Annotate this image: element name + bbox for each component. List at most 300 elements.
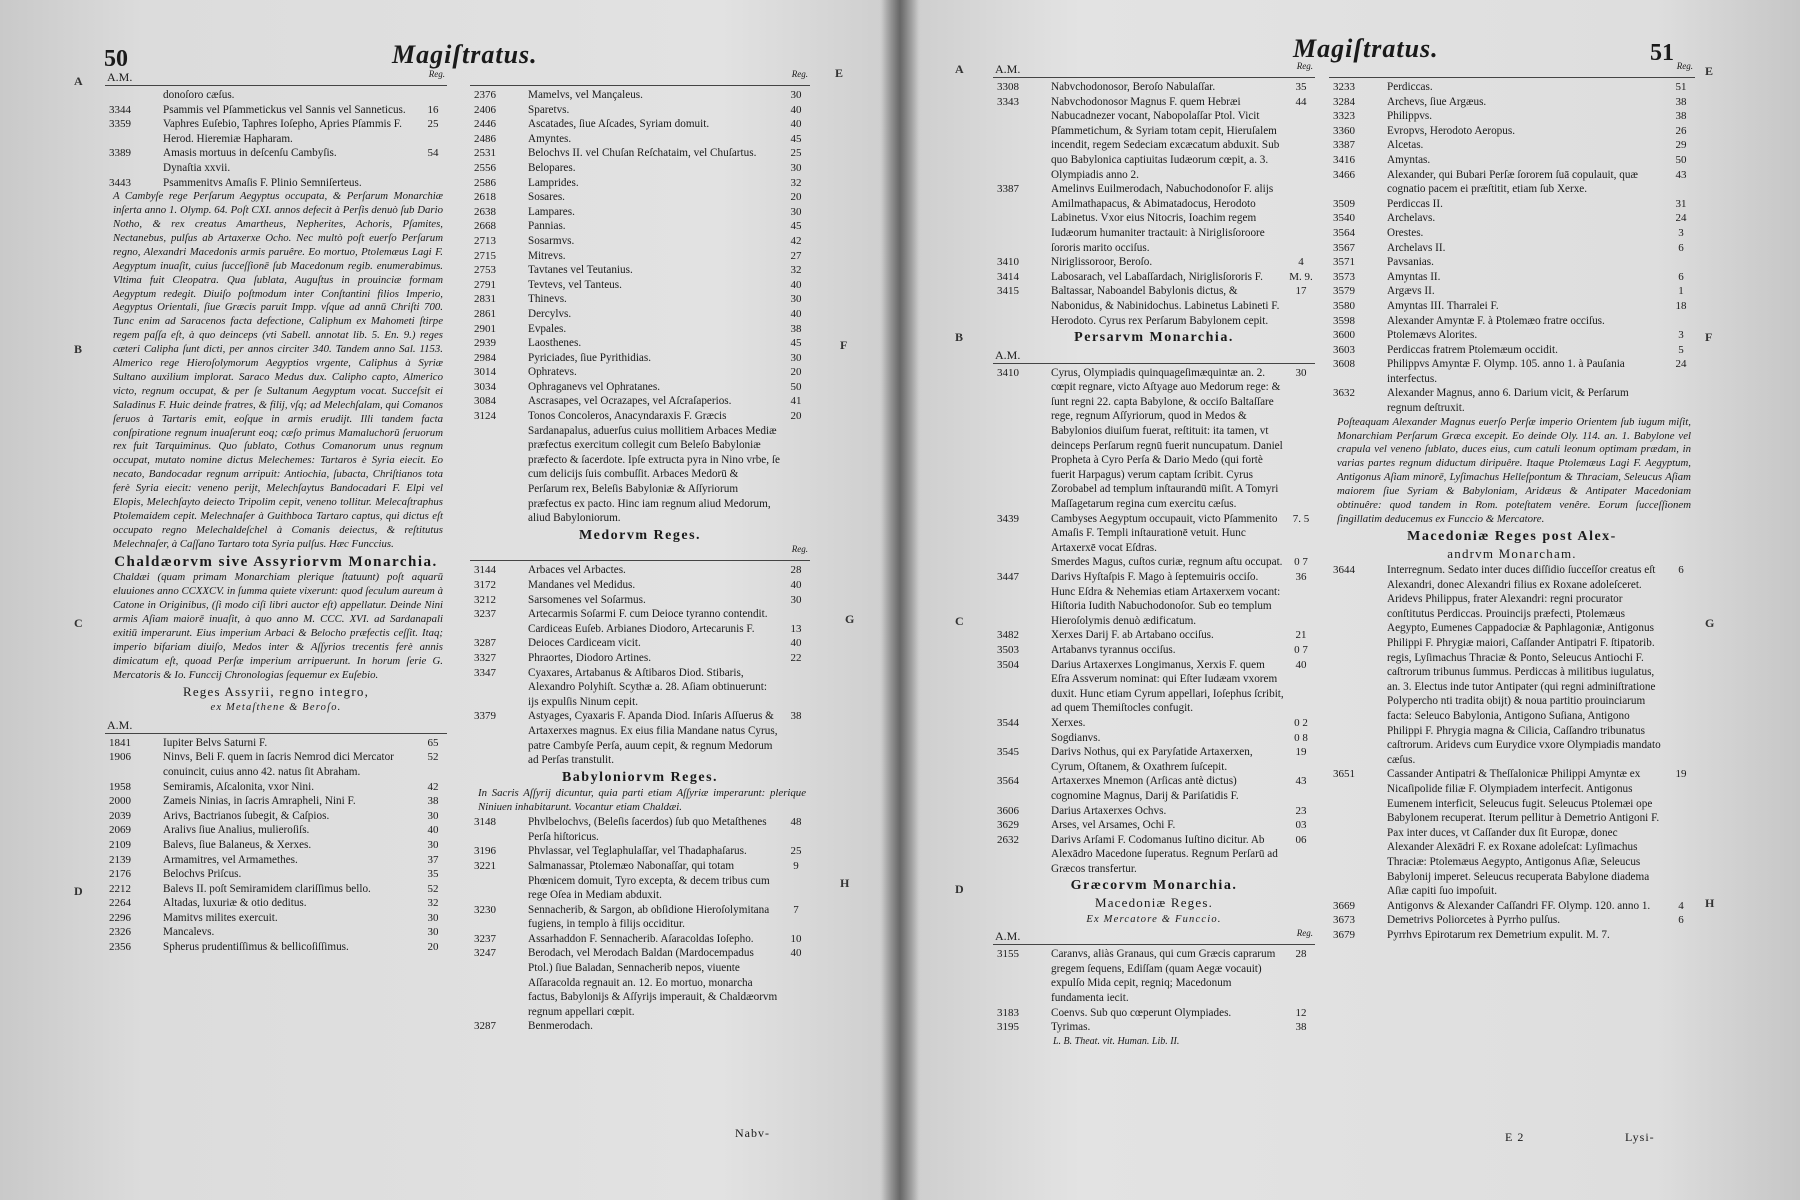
table-row (470, 322, 810, 337)
section-title: Medorvm Reges. (578, 527, 702, 543)
entry-list (1329, 563, 1695, 942)
table-row (470, 409, 810, 526)
entry-text: Arivs, Bactrianos ſubegit, & Caſpios. (163, 809, 330, 822)
reign-cell: 30 (790, 293, 802, 306)
entry-text: Coenvs. Sub quo cœperunt Olympiades. (1051, 1006, 1232, 1019)
year-cell: 3564 (997, 775, 1019, 788)
year-cell: 2861 (474, 307, 496, 320)
entry-text: Caranvs, aliàs Granaus, qui cum Græcis caprarum gregem ſequens, Ediſſam (quam Aegæ vocauit) expulſo Mida cepit, regniq; Macedonum fundamenta iecit. (1051, 948, 1276, 1005)
year-cell: 2000 (109, 795, 131, 808)
year-cell: 3144 (474, 564, 496, 577)
reign-cell: 6 (1678, 270, 1684, 283)
reign-cell: 25 (790, 147, 802, 160)
reign-cell: 31 (1675, 197, 1687, 210)
year-cell: 2326 (109, 926, 131, 939)
reign-cell: 30 (427, 809, 439, 822)
entry-text: Perdiccas fratrem Ptolemæum occidit. (1387, 343, 1558, 356)
year-cell: 3651 (1333, 768, 1355, 781)
subsection-subtitle: Ex Mercatore & Funccio. (1086, 913, 1222, 925)
year-cell: 3247 (474, 947, 496, 960)
table-row (470, 132, 810, 147)
entry-text: Ophraganevs vel Ophratanes. (528, 380, 661, 393)
entry-text: Sarsomenes vel Soſarmus. (528, 593, 646, 606)
entry-text: Armamitres, vel Armamethes. (163, 853, 298, 866)
entry-text: Belopares. (528, 161, 576, 174)
entry-text: Niriglissoroor, Beroſo. (1051, 256, 1153, 269)
table-row (1329, 563, 1695, 767)
entry-text: Darius Artaxerxes Ochvs. (1051, 804, 1167, 817)
reign-cell: 45 (790, 132, 802, 145)
reign-cell: 50 (790, 380, 802, 393)
year-cell: 3603 (1333, 343, 1355, 356)
reign-cell: 38 (1675, 95, 1687, 108)
reign-cell: 45 (790, 220, 802, 233)
year-cell: 3287 (474, 1020, 496, 1033)
entry-text: Darivs Nothus, qui ex Paryſatide Artaxerxen, Cyrum, Oſtanem, & Oxathrem ſuſcepit. (1051, 746, 1253, 773)
entry-text: Berodach, vel Merodach Baldan (Mardocempadus Ptol.) ſiue Baladan, Sennacherib nepos, viuente Aſſaracolda regnauit an. 12. Eo mortuo, monarcha factus, Babylonijs & Aſſyrijs imperauit, & Chaldæorvm regnum appellari cœpit. (528, 947, 778, 1018)
table-row (470, 117, 810, 132)
table-row (993, 366, 1315, 512)
year-cell: 2715 (474, 249, 496, 262)
entry-text: Laosthenes. (528, 337, 582, 350)
entry-text: Tonos Concoleros, Anacyndaraxis F. Græcis Sardanapalus, aduerſus cuius mollitiem Arbaces Mediæ præfectus exercitum collegit cum Beleſo Babyloniæ præfecto & ſacerdote. Ipſe extructa pyra in Nino vrbe, ſe cum delicijs ſuis combuſſit. Arbaces Medorū & Perſarum rex, Beleſis Babyloniæ & Aſſyriorum præfectus ex pacto. Hinc iam regnum aliud Medorum, aliud Babyloniorum. (528, 410, 780, 525)
year-cell: 3644 (1333, 564, 1355, 577)
entry-text: Antigonvs & Alexander Caſſandri FF. Olymp. 120. anno 1. (1387, 899, 1651, 912)
table-row (470, 932, 810, 947)
year-cell: 3221 (474, 859, 496, 872)
year-cell: 3580 (1333, 299, 1355, 312)
table-row (993, 643, 1315, 658)
year-cell: 3503 (997, 643, 1019, 656)
entry-text: Benmerodach. (528, 1020, 593, 1033)
year-cell: 3600 (1333, 329, 1355, 342)
year-cell: 3237 (474, 608, 496, 621)
table-row (993, 80, 1315, 95)
reign-cell: 32 (790, 176, 802, 189)
entry-text: Labosarach, vel Labaſſardach, Niriglisſororis F. (1051, 270, 1263, 283)
reign-cell: 20 (427, 941, 439, 954)
reign-cell: 19 (1295, 746, 1307, 759)
table-row (470, 815, 810, 844)
year-cell: 1958 (109, 780, 131, 793)
year-cell: 3414 (997, 270, 1019, 283)
reg-label: Reg. (428, 69, 445, 79)
year-cell: 3387 (1333, 139, 1355, 152)
year-cell: 2556 (474, 161, 496, 174)
table-row (1329, 211, 1695, 226)
entry-text: Xerxes. (1051, 716, 1086, 729)
table-row (993, 947, 1315, 1005)
table-row (1329, 109, 1695, 124)
year-cell: 2791 (474, 278, 496, 291)
am-label: A.M. (995, 62, 1021, 76)
table-row (470, 190, 810, 205)
reign-cell: 6 (1678, 564, 1684, 577)
table-row (993, 804, 1315, 819)
entry-text: Sogdianvs. (1051, 731, 1101, 744)
entry-text: Zameis Ninias, in ſacris Amrapheli, Nini F. (163, 795, 356, 808)
reign-cell: 26 (1675, 124, 1687, 137)
table-row (1329, 767, 1695, 898)
margin-letter-g: G (845, 612, 855, 626)
year-cell: 3195 (997, 1021, 1019, 1034)
reg-label: Reg. (1296, 928, 1313, 939)
section-title-cont: andrvm Monarcham. (1447, 545, 1577, 561)
table-row (105, 853, 447, 868)
column-header (105, 70, 447, 86)
reign-cell: 52 (427, 882, 439, 895)
entry-list (470, 815, 810, 1034)
year-cell: 3379 (474, 710, 496, 723)
reign-cell: 10 (790, 932, 802, 945)
table-row (105, 161, 447, 176)
entry-text: Tevtevs, vel Tanteus. (528, 278, 622, 291)
am-label: A.M. (995, 347, 1021, 362)
year-cell: 3447 (997, 571, 1019, 583)
entry-text: Philippvs Amyntæ F. Olymp. 105. anno 1. à Pauſania interfectus. (1387, 358, 1625, 385)
year-cell: 2618 (474, 191, 496, 204)
year-cell: 3608 (1333, 358, 1355, 371)
entry-text: Altadas, luxuriæ & otio deditus. (163, 897, 307, 910)
table-row (1329, 153, 1695, 168)
right-col-2 (1329, 62, 1695, 943)
reign-cell: 38 (1295, 1021, 1307, 1034)
table-row (470, 88, 810, 103)
year-cell: 3443 (109, 176, 131, 189)
reign-cell: M. 9. (1289, 270, 1313, 283)
year-cell: 2939 (474, 337, 496, 350)
reign-cell: 20 (790, 191, 802, 204)
margin-letter-c: C (955, 614, 964, 628)
year-cell: 3540 (1333, 212, 1355, 225)
reign-cell: 38 (1675, 110, 1687, 123)
table-row (1329, 241, 1695, 256)
table-row (470, 636, 810, 651)
subsection-title: Reges Assyrii, regno integro, (182, 683, 370, 699)
table-row (470, 219, 810, 234)
table-row (470, 859, 810, 903)
left-col-2 (470, 70, 810, 1034)
year-cell: 3212 (474, 593, 496, 606)
table-row (105, 940, 447, 955)
entry-text: Ninvs, Beli F. quem in ſacris Nemrod dici Mercator conuincit, cuius anno 42. natus ſit Abraham. (163, 751, 394, 778)
table-row (1329, 899, 1695, 914)
year-cell: 3360 (1333, 124, 1355, 137)
table-row (470, 351, 810, 366)
table-row (470, 709, 810, 767)
entry-text: Evropvs, Herodoto Aeropus. (1387, 124, 1516, 137)
table-row (993, 182, 1315, 255)
column-header (993, 62, 1315, 78)
table-row (105, 117, 447, 146)
table-row (470, 946, 810, 1019)
table-row (470, 103, 810, 118)
year-cell: 3148 (474, 816, 496, 829)
entry-text: Alexander, qui Bubari Perſæ ſororem ſuā copulauit, quæ cognatio pacem ei præſtitit, etiam ſub Xerxe. (1387, 168, 1638, 196)
table-row (105, 867, 447, 882)
entry-text: Ophratevs. (528, 366, 577, 379)
year-cell: 3230 (474, 903, 496, 916)
footer-note: L. B. Theat. vit. Human. Lib. II. (1053, 1035, 1180, 1047)
table-row (470, 622, 810, 637)
year-cell: 3124 (474, 410, 496, 423)
table-row (1329, 226, 1695, 241)
table-row (1329, 343, 1695, 358)
commentary-note: A Cambyſe rege Perſarum Aegyptus occupata, & Perſarum Monarchiæ inſerta anno 1. Olymp. 64. Poſt CXI. annos defecit à Perſis denuò ſub Dario Notho, & rex creatus Amartheus, Nepherites, Achoris, Pſamites, Nectanebus, pulſus ab Artaxerxe Ocho. Nec multò poſt euerſo Perſarum regno, Alexandri Macedonis armis paruêre. Eo mortuo, Ptolemæus Lagi F. Aegyptum inuaſit, cuius ſucceſſionē ſub Macedonum regib. enumerabimus. Vltima fuit Cleopatra. Qua ſublata, Auguſtus in prouinciæ formam Aegyptum redegit. Diuiſo poſtmodum inter Conſtantini filios Imperio, Aegyptus Orientali, ſiue Græcis paruit Impp. vſque ad annū Chriſti 700. Tunc enim ad Saracenos facta defectione, Caliphum ex Mahometi ſtirpe regem paſſa eſt, à quo deinceps (vti Sabell. annotat lib. 5. En. 9.) reges cæteri Calipha ſunt dicti, per annos circiter 340. Tandem anno Sal. 1153. Almerico rege Hieroſolymorum Aegyptios vrgente, Caliphus à Syriæ Sultano auxilium implorat. Saraco Medus dux. Calipho capto, Almerico victo, regnum occupat, & per ſe Sultanum Aegyptum vocat. Succeſsit ei Saladinus F. Huic deinde fratres, & filij, vſq; ad Melechſalam, qui Comanos ſeruos à Tartaris emit, eoſque in armis erudijt. Illi tandem facta conſpiratione regnum inuaſerunt eoq; cæſo primus Mamaluchorū ſeruorum rex fuit Tarquiminus. Quo ſublato, Cothus Comanorum unus regnum occupat, mutato nomine dictus Melechemes: Tartaros è Syria eiecit. Eo necato, Bandocadar regnum arripuit: Antiochia, ſubacta, Chriſtianos tota ferè Syria eiecit: veneno perijt, Melechſaytus Bandocadari F. Elpi vel Elopis, Melechſayto deiecto Tripolim cepit, veneno tollitur. Melecaſtraphus Ptolemaidem cepit. Melechnaſer à Guithboca Tartaro captus, qui dictus eſt occupato regno Melechaldeſchel à Comanis deiectus, & reſtitutus Melechnaſer, à Caſſano Tartaro tota Syria pulſus. Hæc Funccius. (113, 190, 443, 550)
entry-text: Semiramis, Aſcalonita, vxor Nini. (163, 780, 315, 793)
entry-text: Pyrrhvs Epirotarum rex Demetrium expulit. M. 7. (1387, 928, 1610, 941)
entry-text: Tyrimas. (1051, 1021, 1091, 1034)
column-header (1329, 62, 1695, 78)
table-row (470, 176, 810, 191)
year-cell: 2713 (474, 234, 496, 247)
reign-cell: 40 (790, 307, 802, 320)
column-header (470, 545, 810, 561)
year-cell: 3629 (997, 819, 1019, 832)
entry-list (470, 563, 810, 767)
reign-cell: 13 (790, 622, 802, 635)
entry-text: Dercylvs. (528, 307, 572, 320)
table-row (993, 774, 1315, 803)
entry-list (1329, 80, 1695, 416)
reign-cell: 5 (1678, 343, 1684, 356)
year-cell: 3679 (1333, 928, 1355, 941)
entry-text: Xerxes Darij F. ab Artabano occiſus. (1051, 629, 1214, 642)
reign-cell: 6 (1678, 241, 1684, 254)
commentary-note: In Sacris Aſſyrij dicuntur, quia parti etiam Aſſyriæ imperarunt: plerique Niniuen inhabitarunt. Vocantur etiam Chaldæi. (478, 787, 806, 814)
section-title: Chaldæorvm sive Assyriorvm Monarchia. (114, 553, 438, 570)
entry-list (470, 88, 810, 526)
entry-text: Darius Artaxerxes Longimanus, Xerxis F. quem Eſra Assverum nominat: qui Eſter Iudæam vxorem duxit. Hunc etiam Cyrum appellari, Ioſephus ſcribit, ad quem Themiſtocles confugit. (1051, 658, 1284, 715)
margin-letter-d: D (74, 884, 83, 898)
entry-text: Psammis vel Pſammetickus vel Sannis vel Sanneticus. (163, 103, 406, 116)
margin-letter-a: A (955, 62, 964, 76)
catchword: Lysi- (1625, 1130, 1655, 1144)
entry-text: Amyntas II. (1387, 270, 1441, 283)
year-cell: 3573 (1333, 270, 1355, 283)
table-row (1329, 124, 1695, 139)
table-row (470, 394, 810, 409)
entry-text: Artecarmis Soſarmi F. cum Deioce tyranno contendit. (528, 608, 768, 621)
reign-cell: 43 (1295, 775, 1307, 788)
section-title: Græcorvm Monarchia. (1070, 878, 1238, 894)
reign-cell: 41 (790, 395, 802, 408)
table-row (105, 823, 447, 838)
left-page (0, 0, 895, 1200)
reign-cell: 25 (427, 118, 439, 131)
year-cell: 3544 (997, 716, 1019, 729)
column-header (993, 348, 1315, 364)
entry-text: Amyntas III. Tharralei F. (1387, 299, 1499, 312)
year-cell: 2069 (109, 824, 131, 837)
reign-cell: 30 (790, 351, 802, 364)
column-header (105, 718, 447, 734)
reign-cell: 42 (427, 780, 439, 793)
section-title: Babyloniorvm Reges. (561, 769, 719, 785)
reign-cell: 25 (790, 845, 802, 858)
reign-cell: 50 (1675, 153, 1687, 166)
table-row (470, 607, 810, 622)
reign-cell: 40 (790, 278, 802, 291)
column-header (993, 929, 1315, 945)
margin-letter-b: B (955, 330, 964, 344)
year-cell: 3014 (474, 366, 496, 379)
year-cell: 2632 (997, 833, 1019, 846)
right-col-1 (993, 62, 1315, 1049)
table-row (470, 593, 810, 608)
table-row (470, 1019, 810, 1034)
reign-cell: 28 (790, 564, 802, 577)
reign-cell: 30 (427, 926, 439, 939)
commentary-note: Poſteaquam Alexander Magnus euerſo Perſæ imperio Orientem ſub iugum miſit, Monarchiam Perſarum Græca excepit. Eo deinde Oly. 114. an. 1. Babylone vel crapula vel veneno ſublato, duces eius, cum catuli leonum optimam prædam, in varias partes regnum diductum diripuêre. Itaque Ptolemæus Lagi F. Aegyptum, Antigonus Aſiam minorē, Lyſimachus Helleſpontum & Thraciam, Seleucus Aſiam maiorem ſiue Syriam & Babyloniam, Aridæus & Antipater Macedoniam obtinuêre: quod tandem in Rom. poteſtatem venêre. Eorum ſucceſſionem ſingillatim deducemus ex Funccio & Mercatore. (1337, 415, 1691, 525)
year-cell: 3284 (1333, 95, 1355, 108)
left-col-1 (105, 70, 447, 955)
reign-cell: 29 (1675, 139, 1687, 152)
year-cell: 2264 (109, 897, 131, 910)
table-row (105, 146, 447, 161)
table-row (470, 336, 810, 351)
table-row (470, 903, 810, 932)
reign-cell: 32 (427, 897, 439, 910)
table-row (470, 651, 810, 666)
table-row (105, 838, 447, 853)
reign-cell: 30 (427, 911, 439, 924)
reign-cell: 40 (790, 637, 802, 650)
reg-label: Reg. (791, 69, 808, 79)
reign-cell: 7. 5 (1292, 512, 1310, 525)
reign-cell: 30 (790, 205, 802, 218)
entry-text: Balevs, ſiue Balaneus, & Xerxes. (163, 838, 312, 851)
entry-text: Amelinvs Euilmerodach, Nabuchodonoſor F. alijs Amilmathapacus, & Abimatadocus, Herodoto Labinetus. Vxor eius Nitocris, Ioachim regem Iudæorum humaniter tractauit: à Niriglisſoroore ſororis marito occiſus. (1051, 183, 1274, 254)
table-row (993, 731, 1315, 746)
table-row (105, 809, 447, 824)
entry-text: Perdiccas II. (1387, 197, 1443, 210)
margin-letter-a: A (74, 74, 83, 88)
table-row (1329, 357, 1695, 386)
table-row (993, 745, 1315, 774)
entry-list (105, 736, 447, 955)
year-cell: 2901 (474, 322, 496, 335)
year-cell: 3389 (109, 147, 131, 160)
entry-text: Orestes. (1387, 226, 1424, 239)
year-cell: 3287 (474, 637, 496, 650)
entry-text: Lamprides. (528, 176, 579, 189)
table-row (105, 911, 447, 926)
entry-text: Pyriciades, ſiue Pyrithidias. (528, 351, 652, 364)
year-cell: 3466 (1333, 168, 1355, 181)
page-number: 50 (104, 46, 128, 72)
entry-text: Tavtanes vel Teutanius. (528, 264, 633, 277)
year-cell: 2446 (474, 118, 496, 131)
year-cell: 1906 (109, 751, 131, 764)
entry-text: Cyrus, Olympiadis quinquageſimæquintæ an. 2. cœpit regnare, victo Aſtyage auo Medorum rege: & ſunt regni 22. capta Babylone, & occiſo Baltaſſare rege, regnum Aſſyriorum, quod in Medos & Babylonios diuiſum fuerat, reſtituit: ita tamen, vt deinceps Perſarum regnū fuerit nuncupatum. Daniel Propheta à Cyro Perſa & Dario Medo (qui fortè fuerit Harpagus) verum captam ſcribit. Cyrus Zorobabel ad templum inſtaurandū miſit. A Tomyri Maſſagetarum regina cum exercitu cæſus. (1051, 366, 1283, 511)
entry-text: Phvlbelochvs, (Beleſis ſacerdos) ſub quo Metaſthenes Perſa hiſtoricus. (528, 816, 767, 843)
year-cell: 2486 (474, 132, 496, 145)
year-cell: 3669 (1333, 899, 1355, 912)
reign-cell: 40 (790, 947, 802, 960)
table-row (470, 205, 810, 220)
reign-cell: 0 7 (1294, 556, 1308, 569)
table-row (470, 365, 810, 380)
entry-text: Arbaces vel Arbactes. (528, 564, 626, 577)
year-cell: 3034 (474, 380, 496, 393)
table-row (993, 95, 1315, 183)
entry-text: Artaxerxes Mnemon (Arſicas antè dictus) cognomine Magnus, Darij & Pariſatidis F. (1051, 775, 1239, 802)
running-head: Magiſtratus. (392, 40, 538, 69)
year-cell: 3196 (474, 845, 496, 858)
year-cell: 3155 (997, 948, 1019, 961)
year-cell: 3084 (474, 395, 496, 408)
entry-text: Archelavs. (1387, 212, 1436, 225)
entry-text: Mamelvs, vel Mançaleus. (528, 89, 643, 101)
am-label: A.M. (995, 929, 1021, 944)
year-cell: 3416 (1333, 153, 1355, 166)
reign-cell: 30 (427, 838, 439, 851)
table-row (1329, 328, 1695, 343)
entry-text: Assarhaddon F. Sennacherib. Aſaracoldas Ioſepho. (528, 932, 754, 945)
year-cell: 3327 (474, 651, 496, 664)
table-row (1329, 138, 1695, 153)
year-cell: 3598 (1333, 314, 1355, 327)
year-cell: 3504 (997, 658, 1019, 671)
entry-text: Archelavs II. (1387, 241, 1446, 254)
reign-cell: 20 (790, 366, 802, 379)
reign-cell: 21 (1295, 629, 1307, 642)
reign-cell: 20 (790, 410, 802, 423)
entry-text: Astyages, Cyaxaris F. Apanda Diod. Inſaris Aſſuerus & Artaxerxes magnus. Ex eius filia Mandane natus Cyrus, patre Cambyſe Perſa, auum cepit, & regnum Medorum ad Perſas transtulit. (528, 710, 778, 767)
reign-cell: 42 (790, 234, 802, 247)
year-cell: 2668 (474, 220, 496, 233)
entry-text: Aralivs ſiue Analius, mulieroſiſs. (163, 824, 310, 837)
reign-cell: 0 7 (1294, 643, 1308, 656)
reign-cell: 17 (1295, 285, 1307, 298)
entry-list (993, 80, 1315, 328)
reign-cell: 40 (790, 579, 802, 591)
table-row (105, 176, 447, 191)
entry-text: Cyaxares, Artabanus & Aſtibaros Diod. Stibaris, Alexandro Polyhiſt. Scythæ a. 28. Aſiam obtinuerunt: ijs expulſis Ninum cepit. (528, 666, 767, 708)
entry-text: Belochvs Priſcus. (163, 868, 242, 881)
signature-mark: E 2 (1505, 1130, 1525, 1144)
commentary-note: Chaldæi (quam primam Monarchiam plerique ſtatuunt) poſt aquarū eluuiones anno CCXXCV. in ſumma quiete vixerunt: quod ſeculum aureum à Catone in Originibus, (ſi modo ciſi libri auctor eſt) appellatur. Deinde Nini armis Aſiam maiorē inuaſit, à quo anno M. CCC. XVI. ad Sardanapali exitiū imperarunt. Eius imperium Arbaci & Belocho præfectis ceſſit. Itaq; imperio bifariam diuiſo, Medos inter & Aſſyrios trecentis ferè annis dimicatum eſt, quoad Perſæ imperium arripuerunt. In horum ſerie G. Mercatoris & Io. Funccij Chronologias ſequemur ex Euſebio. (113, 571, 443, 681)
year-cell: 3632 (1333, 387, 1355, 400)
entry-text: Vaphres Euſebio, Taphres Ioſepho, Apries Pſammis F. Herod. Hieremiæ Hapharam. (163, 118, 402, 145)
year-cell: 2109 (109, 838, 131, 851)
table-row (470, 380, 810, 395)
entry-text: Sosarmvs. (528, 234, 575, 247)
entry-text: Dynaſtia xxvii. (163, 161, 231, 174)
entry-text: Philippvs. (1387, 110, 1433, 123)
entry-text: Amyntas. (1387, 153, 1431, 166)
year-cell: 2406 (474, 103, 496, 116)
table-row (470, 234, 810, 249)
table-row (993, 716, 1315, 731)
year-cell: 2531 (474, 147, 496, 160)
entry-text: Baltassar, Naboandel Babylonis dictus, & Nabonidus, & Nabinidochus. Labinetus Labineti F. Herodoto. Cyrus rex Perſarum Babylonem cepit. (1051, 285, 1280, 327)
reg-label: Reg. (791, 544, 808, 555)
reign-cell: 35 (427, 868, 439, 881)
subsection-title: Macedoniæ Reges. (1094, 895, 1214, 911)
entry-text: Artabanvs tyrannus occiſus. (1051, 643, 1176, 656)
year-cell: 3343 (997, 95, 1019, 108)
entry-text: Mandanes vel Medidus. (528, 579, 636, 591)
reign-cell: 38 (790, 710, 802, 723)
entry-text: Sosares. (528, 191, 565, 204)
reign-cell: 3 (1678, 329, 1684, 342)
year-cell: 3233 (1333, 81, 1355, 93)
table-row (1329, 255, 1695, 270)
entry-text: Nabvchodonosor Magnus F. quem Hebræi Nabucadnezer vocant, Nabopolaſſar Ptol. Vicit Pſammetichum, & Syriam totam cepit, Hieruſalem incendit, regem Sedeciam excæcatum abduxit. Sub quo Babylonica captiuitas Iudæorum cœpit, a. 3. Olympiadis anno 2. (1051, 95, 1280, 181)
reign-cell: 0 8 (1294, 731, 1308, 744)
